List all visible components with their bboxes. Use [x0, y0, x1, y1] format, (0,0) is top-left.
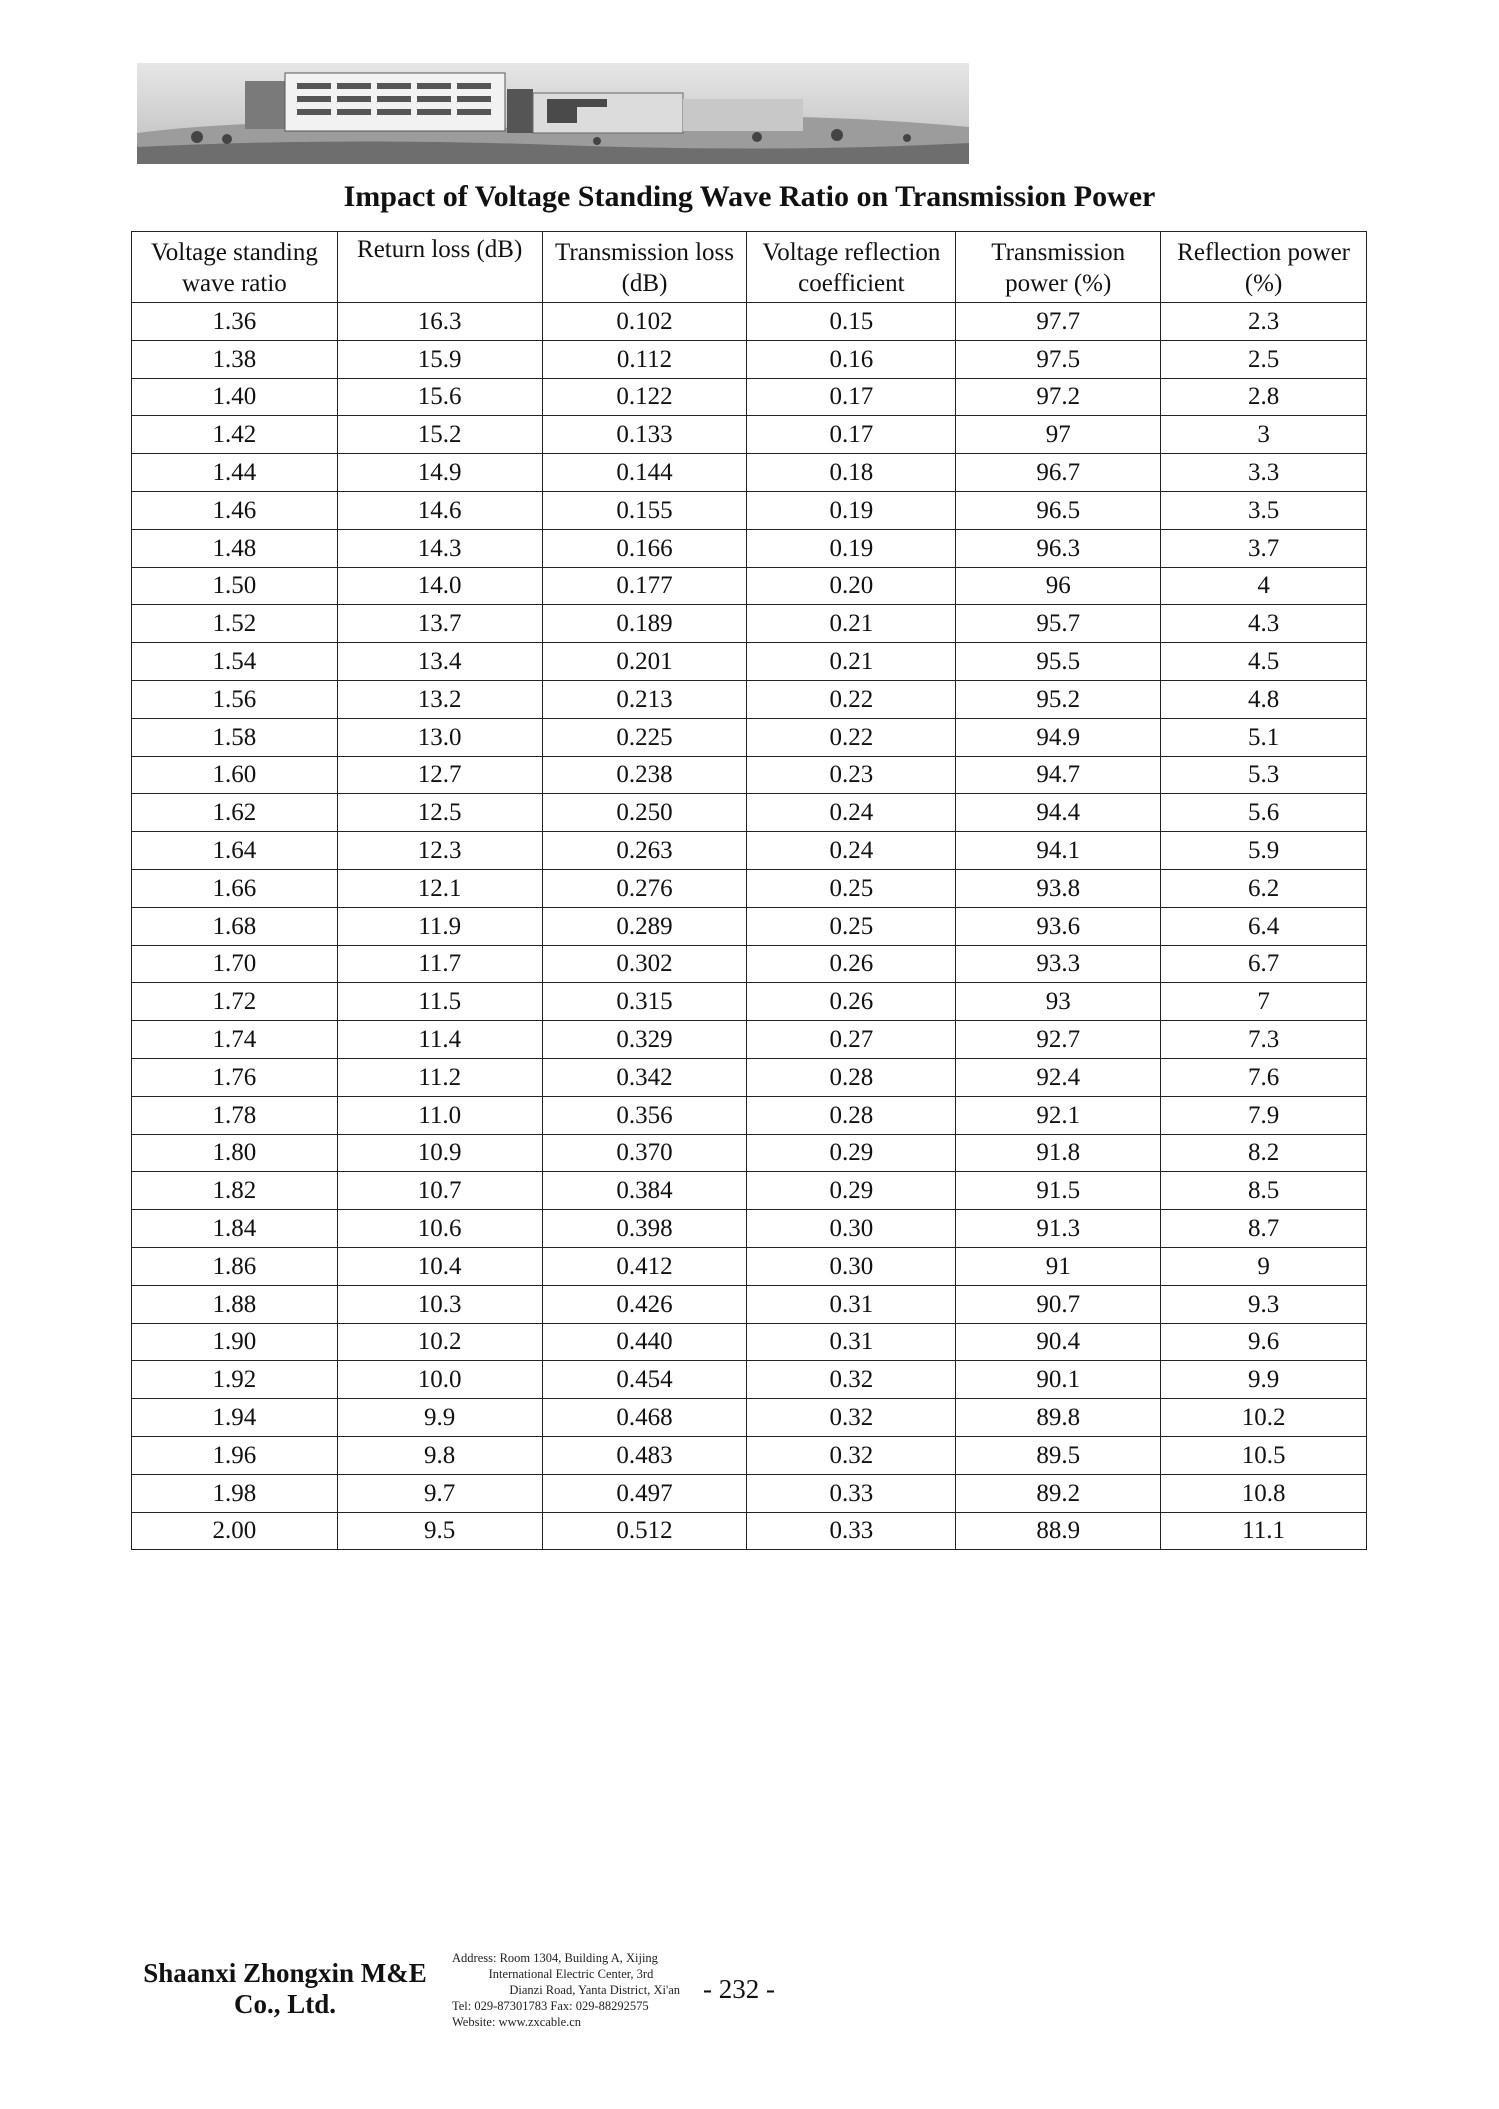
table-cell: 91.5	[956, 1172, 1161, 1210]
table-row	[132, 1436, 1367, 1474]
table-row	[132, 718, 1367, 756]
table-cell: 12.5	[337, 794, 542, 832]
table-cell: 0.20	[747, 567, 956, 605]
table-row	[132, 567, 1367, 605]
table-cell: 0.19	[747, 529, 956, 567]
table-cell: 97.7	[956, 303, 1161, 341]
table-cell: 0.122	[542, 378, 747, 416]
table-row	[132, 832, 1367, 870]
table-cell: 96.7	[956, 454, 1161, 492]
footer-address: Address: Room 1304, Building A, Xijing International Electric Center, 3rd Dianzi Road, Yanta District, Xi'an Tel: 029-87301783 Fax: 029-88292575 Website: www.zxcable.cn	[452, 1951, 680, 2029]
table-cell: 11.7	[337, 945, 542, 983]
table-cell: 0.189	[542, 605, 747, 643]
table-cell: 0.31	[747, 1323, 956, 1361]
table-cell: 2.3	[1161, 303, 1367, 341]
table-cell: 12.7	[337, 756, 542, 794]
table-cell: 2.00	[132, 1512, 338, 1550]
table-cell: 1.74	[132, 1021, 338, 1059]
table-cell: 9.5	[337, 1512, 542, 1550]
table-cell: 1.84	[132, 1210, 338, 1248]
table-cell: 9.7	[337, 1474, 542, 1512]
table-cell: 0.384	[542, 1172, 747, 1210]
table-cell: 0.426	[542, 1285, 747, 1323]
table-row	[132, 643, 1367, 681]
table-cell: 7.6	[1161, 1058, 1367, 1096]
table-cell: 9	[1161, 1247, 1367, 1285]
table-row	[132, 907, 1367, 945]
table-cell: 96.5	[956, 491, 1161, 529]
table-cell: 0.468	[542, 1399, 747, 1437]
table-cell: 88.9	[956, 1512, 1161, 1550]
table-cell: 0.166	[542, 529, 747, 567]
table-cell: 0.21	[747, 643, 956, 681]
factory-building-illustration	[137, 63, 969, 164]
table-cell: 3.3	[1161, 454, 1367, 492]
table-cell: 3.5	[1161, 491, 1367, 529]
table-cell: 92.4	[956, 1058, 1161, 1096]
table-cell: 91.3	[956, 1210, 1161, 1248]
table-cell: 0.289	[542, 907, 747, 945]
header-transmission-loss: Transmission loss (dB)	[542, 232, 747, 303]
table-cell: 0.21	[747, 605, 956, 643]
table-cell: 10.4	[337, 1247, 542, 1285]
table-cell: 0.16	[747, 340, 956, 378]
table-cell: 9.6	[1161, 1323, 1367, 1361]
table-row	[132, 1058, 1367, 1096]
table-cell: 6.4	[1161, 907, 1367, 945]
table-cell: 1.38	[132, 340, 338, 378]
table-cell: 0.497	[542, 1474, 747, 1512]
table-cell: 0.22	[747, 680, 956, 718]
table-cell: 1.92	[132, 1361, 338, 1399]
table-cell: 1.44	[132, 454, 338, 492]
table-row	[132, 1512, 1367, 1550]
table-cell: 0.27	[747, 1021, 956, 1059]
table-cell: 94.1	[956, 832, 1161, 870]
table-cell: 1.78	[132, 1096, 338, 1134]
table-cell: 13.7	[337, 605, 542, 643]
footer-company-name: Shaanxi Zhongxin M&E Co., Ltd.	[143, 1958, 427, 2019]
table-cell: 0.483	[542, 1436, 747, 1474]
table-cell: 96.3	[956, 529, 1161, 567]
table-cell: 89.5	[956, 1436, 1161, 1474]
table-cell: 16.3	[337, 303, 542, 341]
table-cell: 12.3	[337, 832, 542, 870]
table-cell: 1.98	[132, 1474, 338, 1512]
table-cell: 10.3	[337, 1285, 542, 1323]
table-cell: 14.3	[337, 529, 542, 567]
table-cell: 1.70	[132, 945, 338, 983]
table-cell: 0.370	[542, 1134, 747, 1172]
table-cell: 0.112	[542, 340, 747, 378]
table-cell: 0.102	[542, 303, 747, 341]
table-cell: 4.5	[1161, 643, 1367, 681]
table-row	[132, 1134, 1367, 1172]
vswr-table	[131, 231, 1367, 1550]
table-cell: 6.7	[1161, 945, 1367, 983]
table-cell: 14.6	[337, 491, 542, 529]
table-cell: 1.94	[132, 1399, 338, 1437]
table-cell: 12.1	[337, 869, 542, 907]
table-cell: 95.2	[956, 680, 1161, 718]
table-cell: 0.19	[747, 491, 956, 529]
table-cell: 11.9	[337, 907, 542, 945]
table-cell: 4	[1161, 567, 1367, 605]
table-cell: 0.18	[747, 454, 956, 492]
table-cell: 15.9	[337, 340, 542, 378]
table-cell: 7.3	[1161, 1021, 1367, 1059]
table-row	[132, 1210, 1367, 1248]
table-row	[132, 491, 1367, 529]
table-cell: 93.8	[956, 869, 1161, 907]
table-cell: 8.2	[1161, 1134, 1367, 1172]
table-cell: 13.0	[337, 718, 542, 756]
table-cell: 0.30	[747, 1247, 956, 1285]
table-cell: 0.32	[747, 1361, 956, 1399]
table-cell: 1.40	[132, 378, 338, 416]
table-cell: 9.9	[337, 1399, 542, 1437]
table-cell: 1.68	[132, 907, 338, 945]
table-row	[132, 869, 1367, 907]
table-cell: 10.8	[1161, 1474, 1367, 1512]
table-cell: 96	[956, 567, 1161, 605]
table-cell: 11.5	[337, 983, 542, 1021]
table-cell: 8.7	[1161, 1210, 1367, 1248]
table-cell: 10.2	[337, 1323, 542, 1361]
table-cell: 10.0	[337, 1361, 542, 1399]
table-cell: 14.0	[337, 567, 542, 605]
table-cell: 0.28	[747, 1058, 956, 1096]
table-cell: 5.6	[1161, 794, 1367, 832]
table-cell: 5.1	[1161, 718, 1367, 756]
table-cell: 0.17	[747, 378, 956, 416]
table-cell: 4.8	[1161, 680, 1367, 718]
table-cell: 89.2	[956, 1474, 1161, 1512]
table-cell: 1.56	[132, 680, 338, 718]
table-cell: 94.7	[956, 756, 1161, 794]
table-row	[132, 1021, 1367, 1059]
table-row	[132, 1361, 1367, 1399]
table-cell: 9.3	[1161, 1285, 1367, 1323]
table-cell: 0.29	[747, 1134, 956, 1172]
table-cell: 1.52	[132, 605, 338, 643]
table-row	[132, 1323, 1367, 1361]
header-banner-image	[137, 63, 969, 164]
table-row	[132, 416, 1367, 454]
table-cell: 91	[956, 1247, 1161, 1285]
table-cell: 0.22	[747, 718, 956, 756]
table-cell: 1.96	[132, 1436, 338, 1474]
table-cell: 2.5	[1161, 340, 1367, 378]
table-cell: 0.155	[542, 491, 747, 529]
table-cell: 0.263	[542, 832, 747, 870]
table-cell: 6.2	[1161, 869, 1367, 907]
table-cell: 0.144	[542, 454, 747, 492]
table-cell: 10.5	[1161, 1436, 1367, 1474]
table-cell: 90.4	[956, 1323, 1161, 1361]
table-cell: 13.4	[337, 643, 542, 681]
table-cell: 95.7	[956, 605, 1161, 643]
table-cell: 9.9	[1161, 1361, 1367, 1399]
table-row	[132, 454, 1367, 492]
table-cell: 10.2	[1161, 1399, 1367, 1437]
table-cell: 4.3	[1161, 605, 1367, 643]
table-cell: 0.24	[747, 832, 956, 870]
table-row	[132, 1285, 1367, 1323]
table-cell: 11.2	[337, 1058, 542, 1096]
table-cell: 0.225	[542, 718, 747, 756]
table-cell: 89.8	[956, 1399, 1161, 1437]
table-cell: 0.23	[747, 756, 956, 794]
table-cell: 5.3	[1161, 756, 1367, 794]
table-cell: 91.8	[956, 1134, 1161, 1172]
table-cell: 1.90	[132, 1323, 338, 1361]
table-cell: 90.1	[956, 1361, 1161, 1399]
table-row	[132, 340, 1367, 378]
table-cell: 11.0	[337, 1096, 542, 1134]
table-cell: 1.72	[132, 983, 338, 1021]
table-row	[132, 303, 1367, 341]
table-cell: 0.32	[747, 1399, 956, 1437]
table-cell: 97	[956, 416, 1161, 454]
table-row	[132, 1399, 1367, 1437]
table-cell: 1.42	[132, 416, 338, 454]
table-cell: 97.5	[956, 340, 1161, 378]
table-cell: 3	[1161, 416, 1367, 454]
table-cell: 1.50	[132, 567, 338, 605]
table-cell: 92.7	[956, 1021, 1161, 1059]
table-cell: 95.5	[956, 643, 1161, 681]
table-body	[132, 303, 1367, 1550]
table-row	[132, 680, 1367, 718]
table-cell: 11.1	[1161, 1512, 1367, 1550]
table-cell: 1.46	[132, 491, 338, 529]
table-cell: 0.213	[542, 680, 747, 718]
table-cell: 7	[1161, 983, 1367, 1021]
table-cell: 0.238	[542, 756, 747, 794]
table-cell: 93.6	[956, 907, 1161, 945]
table-cell: 1.62	[132, 794, 338, 832]
header-vswr: Voltage standing wave ratio	[132, 232, 338, 303]
table-cell: 10.9	[337, 1134, 542, 1172]
table-cell: 0.342	[542, 1058, 747, 1096]
table-cell: 14.9	[337, 454, 542, 492]
table-cell: 8.5	[1161, 1172, 1367, 1210]
table-cell: 10.7	[337, 1172, 542, 1210]
table-row	[132, 1096, 1367, 1134]
table-cell: 0.15	[747, 303, 956, 341]
table-cell: 0.454	[542, 1361, 747, 1399]
table-cell: 0.33	[747, 1474, 956, 1512]
table-cell: 97.2	[956, 378, 1161, 416]
header-transmission-power: Transmission power (%)	[956, 232, 1161, 303]
table-cell: 0.440	[542, 1323, 747, 1361]
table-cell: 0.201	[542, 643, 747, 681]
table-cell: 0.32	[747, 1436, 956, 1474]
table-cell: 0.133	[542, 416, 747, 454]
table-cell: 0.29	[747, 1172, 956, 1210]
table-cell: 11.4	[337, 1021, 542, 1059]
table-cell: 0.17	[747, 416, 956, 454]
table-cell: 0.329	[542, 1021, 747, 1059]
table-cell: 15.6	[337, 378, 542, 416]
table-row	[132, 756, 1367, 794]
table-cell: 0.412	[542, 1247, 747, 1285]
table-cell: 0.24	[747, 794, 956, 832]
table-cell: 1.80	[132, 1134, 338, 1172]
table-row	[132, 605, 1367, 643]
table-cell: 10.6	[337, 1210, 542, 1248]
header-reflection-power: Reflection power (%)	[1161, 232, 1367, 303]
table-cell: 0.25	[747, 869, 956, 907]
table-row	[132, 378, 1367, 416]
table-cell: 0.302	[542, 945, 747, 983]
table-cell: 93	[956, 983, 1161, 1021]
table-cell: 0.26	[747, 983, 956, 1021]
table-cell: 1.64	[132, 832, 338, 870]
table-cell: 0.33	[747, 1512, 956, 1550]
table-cell: 0.25	[747, 907, 956, 945]
table-cell: 1.60	[132, 756, 338, 794]
table-cell: 3.7	[1161, 529, 1367, 567]
table-cell: 1.88	[132, 1285, 338, 1323]
table-cell: 13.2	[337, 680, 542, 718]
table-cell: 1.36	[132, 303, 338, 341]
table-cell: 0.276	[542, 869, 747, 907]
table-row	[132, 529, 1367, 567]
table-cell: 15.2	[337, 416, 542, 454]
table-cell: 1.54	[132, 643, 338, 681]
header-return-loss: Return loss (dB)	[337, 232, 542, 303]
table-row	[132, 945, 1367, 983]
table-cell: 5.9	[1161, 832, 1367, 870]
table-cell: 1.48	[132, 529, 338, 567]
table-cell: 2.8	[1161, 378, 1367, 416]
table-cell: 0.250	[542, 794, 747, 832]
table-cell: 94.4	[956, 794, 1161, 832]
table-row	[132, 1247, 1367, 1285]
table-cell: 0.356	[542, 1096, 747, 1134]
table-cell: 0.26	[747, 945, 956, 983]
header-reflection-coefficient: Voltage reflection coefficient	[747, 232, 956, 303]
table-header-row	[132, 232, 1367, 303]
table-cell: 0.177	[542, 567, 747, 605]
table-cell: 0.28	[747, 1096, 956, 1134]
table-cell: 93.3	[956, 945, 1161, 983]
table-cell: 0.398	[542, 1210, 747, 1248]
table-cell: 90.7	[956, 1285, 1161, 1323]
table-cell: 0.512	[542, 1512, 747, 1550]
table-cell: 94.9	[956, 718, 1161, 756]
table-cell: 0.30	[747, 1210, 956, 1248]
table-cell: 1.82	[132, 1172, 338, 1210]
table-row	[132, 794, 1367, 832]
page-title: Impact of Voltage Standing Wave Ratio on Transmission Power	[343, 180, 1156, 213]
table-cell: 1.66	[132, 869, 338, 907]
table-cell: 9.8	[337, 1436, 542, 1474]
table-cell: 92.1	[956, 1096, 1161, 1134]
page-number: - 232 -	[703, 1974, 775, 2004]
table-cell: 1.58	[132, 718, 338, 756]
table-cell: 0.31	[747, 1285, 956, 1323]
table-row	[132, 983, 1367, 1021]
table-cell: 7.9	[1161, 1096, 1367, 1134]
table-row	[132, 1172, 1367, 1210]
table-cell: 0.315	[542, 983, 747, 1021]
table-cell: 1.76	[132, 1058, 338, 1096]
table-cell: 1.86	[132, 1247, 338, 1285]
table-row	[132, 1474, 1367, 1512]
